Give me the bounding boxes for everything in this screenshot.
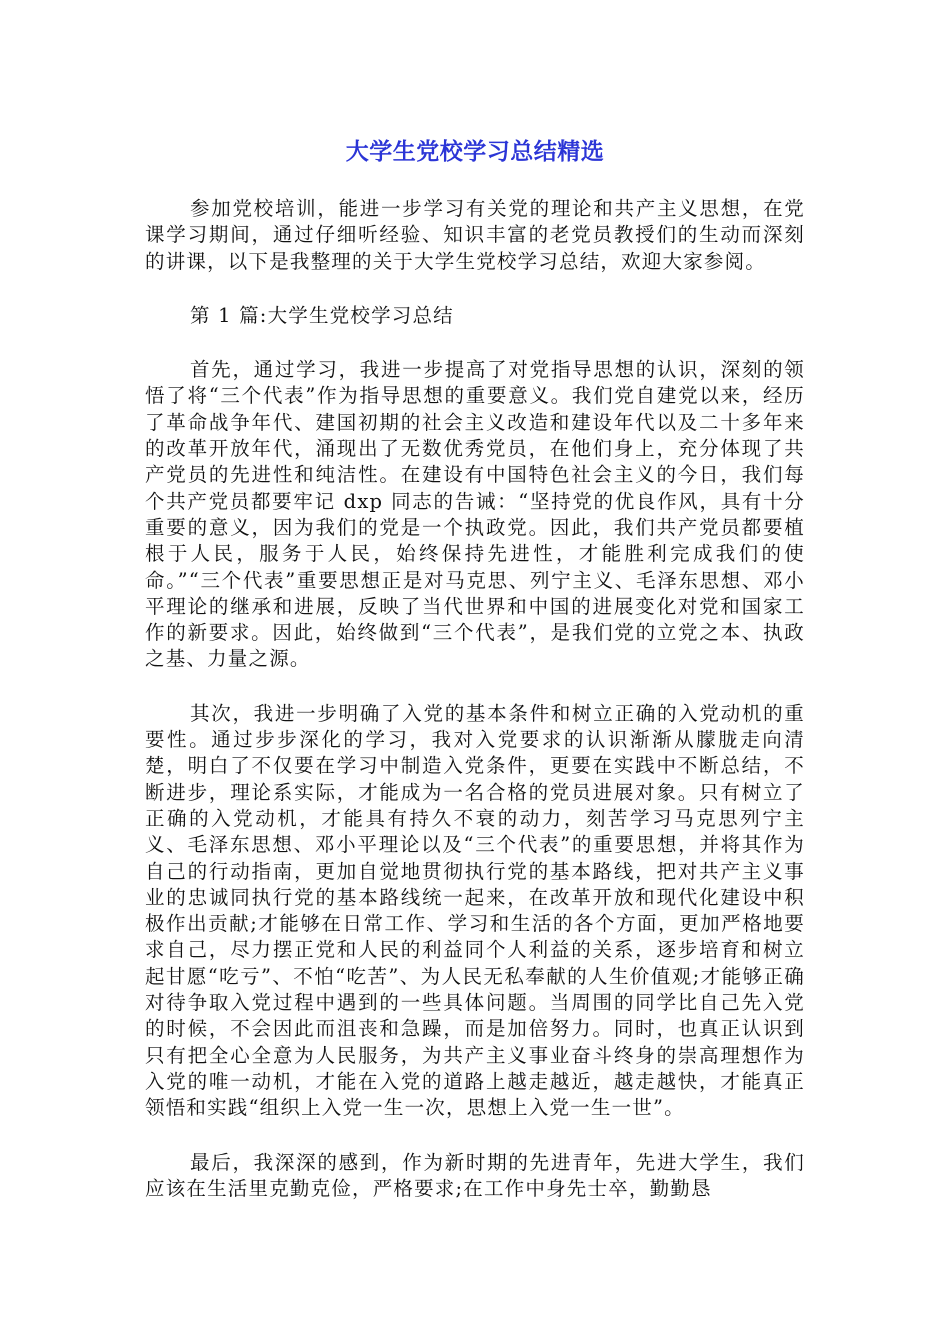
- section-heading: 第 1 篇:大学生党校学习总结: [190, 303, 454, 327]
- body-paragraph-2: 其次，我进一步明确了入党的基本条件和树立正确的入党动机的重要性。通过步步深化的学习，我对入党要求的认识渐渐从朦胧走向清楚，明白了不仅要在学习中制造入党条件，更要在实践中不断总结，不断进步，理论系实际，才能成为一名合格的党员进展对象。只有树立了正确的入党动机，才能具有持久不衰的动力，刻苦学习马克思列宁主义、毛泽东思想、邓小平理论以及“三个代表”的重要思想，并将其作为自己的行动指南，更加自觉地贯彻执行党的基本路线，把对共产主义事业的忠诚同执行党的基本路线统一起来，在改革开放和现代化建设中积极作出贡献;才能够在日常工作、学习和生活的各个方面，更加严格地要求自己，尽力摆正党和人民的利益同个人利益的关系，逐步培育和树立起甘愿“吃亏”、不怕“吃苦”、为人民无私奉献的人生价值观;才能够正确对待争取入党过程中遇到的一些具体问题。当周围的同学比自己先入党的时候，不会因此而沮丧和急躁，而是加倍努力。同时，也真正认识到只有把全心全意为人民服务，为共产主义事业奋斗终身的崇高理想作为入党的唯一动机，才能在入党的道路上越走越近，越走越快，才能真正领悟和实践“组织上入党一生一次，思想上入党一生一世”。: [145, 701, 805, 1120]
- body-paragraph-3: 最后，我深深的感到，作为新时期的先进青年，先进大学生，我们应该在生活里克勤克俭，严格要求;在工作中身先士卒，勤勤恳: [145, 1150, 805, 1200]
- document-title: 大学生党校学习总结精选: [345, 139, 605, 165]
- document-body: [145, 196, 805, 1230]
- body-paragraph-1: 首先，通过学习，我进一步提高了对党指导思想的认识，深刻的领悟了将“三个代表”作为指导思想的重要意义。我们党自建党以来，经历了革命战争年代、建国初期的社会主义改造和建设年代以及二十多年来的改革开放年代，涌现出了无数优秀党员，在他们身上，充分体现了共产党员的先进性和纯洁性。在建设有中国特色社会主义的今日，我们每个共产党员都要牢记 dxp 同志的告诫：“坚持党的优良作风，具有十分重要的意义，因为我们的党是一个执政党。因此，我们共产党员都要植根于人民，服务于人民，始终保持先进性，才能胜利完成我们的使命。”“三个代表”重要思想正是对马克思、列宁主义、毛泽东思想、邓小平理论的继承和进展，反映了当代世界和中国的进展变化对党和国家工作的新要求。因此，始终做到“三个代表”，是我们党的立党之本、执政之基、力量之源。: [145, 358, 805, 671]
- intro-paragraph: 参加党校培训，能进一步学习有关党的理论和共产主义思想，在党课学习期间，通过仔细听经验、知识丰富的老党员教授们的生动而深刻的讲课，以下是我整理的关于大学生党校学习总结，欢迎大家参阅。: [145, 197, 805, 273]
